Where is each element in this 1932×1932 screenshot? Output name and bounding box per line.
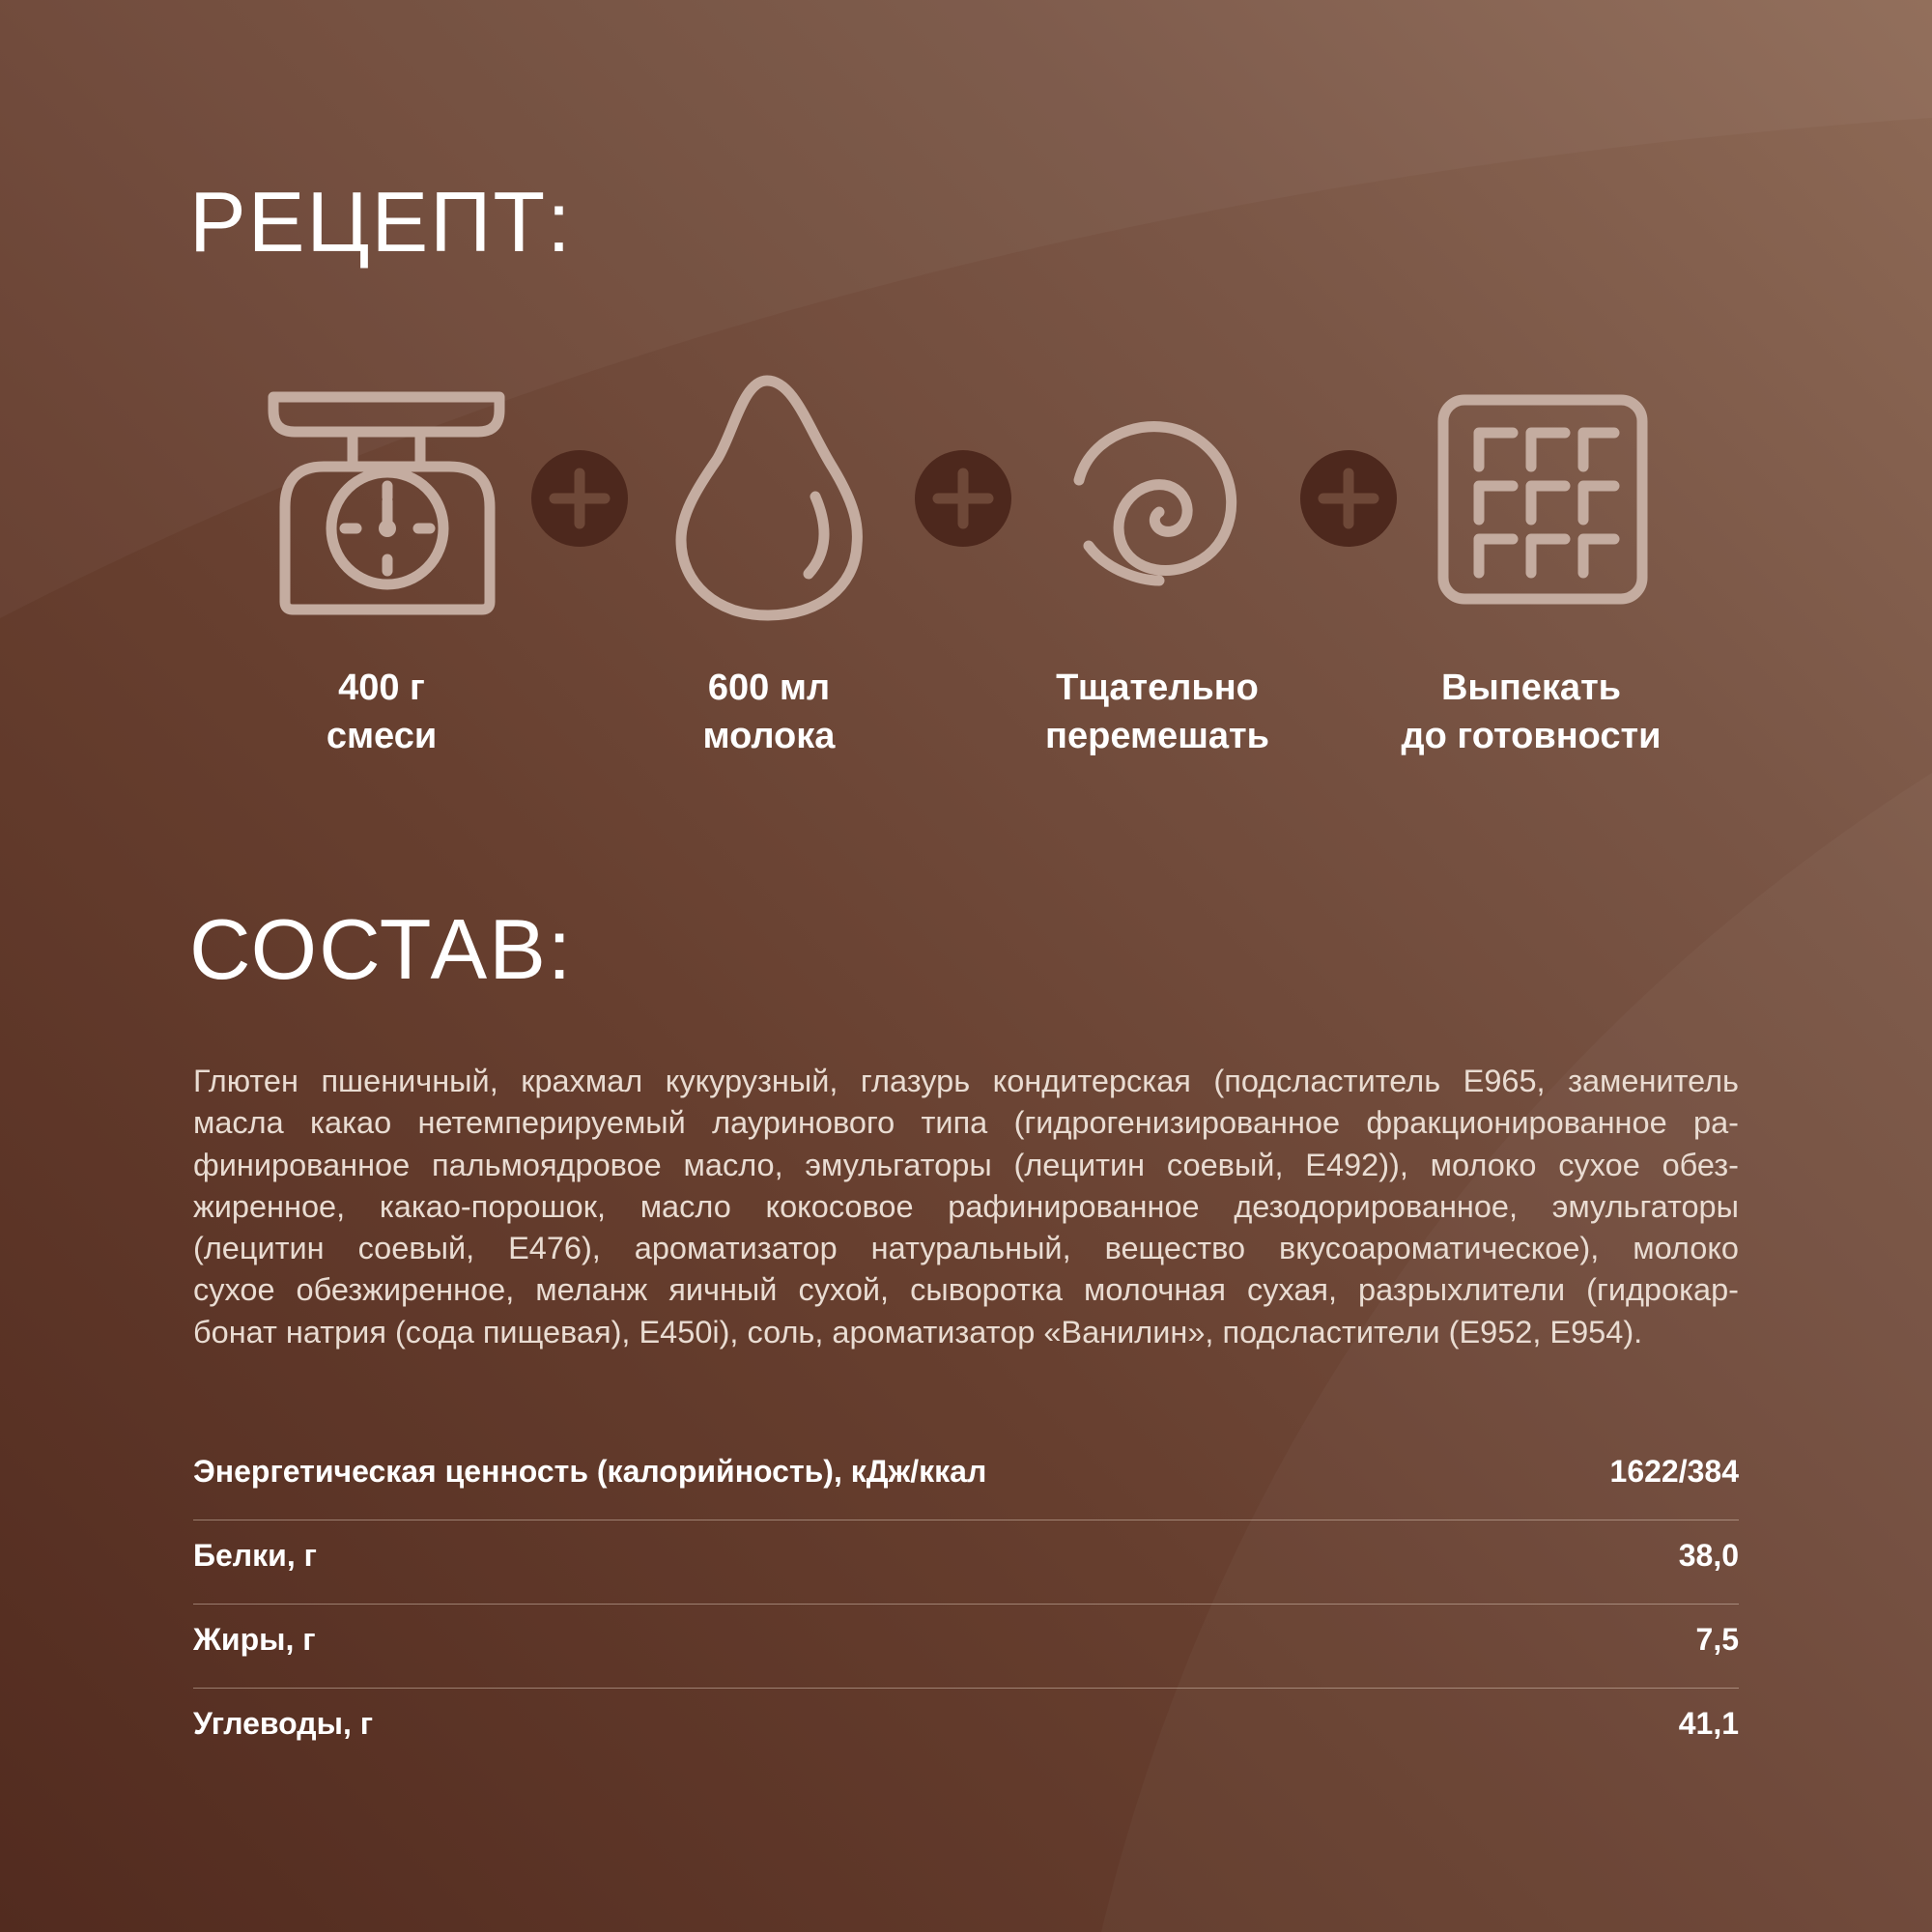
kitchen-scale-icon — [266, 389, 507, 616]
ingredients-text — [193, 1061, 1739, 1353]
composition-title: СОСТАВ: — [189, 901, 574, 997]
ingredients-line: Глютен пшеничный, крахмал кукурузный, глазурь кондитерская (подсластитель Е965, заменитель — [193, 1064, 1739, 1098]
step-amount: 400 г — [338, 668, 425, 708]
plus-icon — [529, 448, 630, 549]
step-label-stir — [964, 664, 1350, 760]
plus-icon — [913, 448, 1013, 549]
ingredients-line: сухое обезжиренное, меланж яичный сухой, сыворотка молочная сухая, разрыхлители (гидрокар- — [193, 1272, 1739, 1308]
nutrition-label: Энергетическая ценность (калорийность), кДж/ккал — [193, 1454, 987, 1489]
step-subject: перемешать — [1045, 716, 1269, 756]
nutrition-row-fat — [193, 1605, 1739, 1689]
ingredients-line: масла какао нетемперируемый лауринового типа (гидрогенизированное фракционированное ра- — [193, 1105, 1739, 1141]
step-label-milk — [576, 664, 962, 760]
spiral-icon — [1067, 411, 1241, 589]
nutrition-value: 41,1 — [1678, 1706, 1739, 1741]
step-subject: смеси — [326, 716, 438, 756]
waffle-icon — [1437, 394, 1648, 605]
nutrition-row-energy — [193, 1436, 1739, 1520]
ingredients-line: жиренное, какао-порошок, масло кокосовое рафинированное дезодорированное, эмульгаторы — [193, 1188, 1739, 1224]
recipe-title: РЕЦЕПТ: — [189, 174, 573, 270]
nutrition-label: Углеводы, г — [193, 1706, 374, 1741]
nutrition-label: Жиры, г — [193, 1622, 316, 1657]
nutrition-value: 38,0 — [1678, 1538, 1739, 1573]
ingredients-line: бонат натрия (сода пищевая), Е450i), соль, ароматизатор «Ванилин», подсластители (Е952, Е954). — [193, 1314, 1643, 1350]
step-label-bake — [1338, 664, 1724, 760]
step-label-mix — [188, 664, 575, 760]
nutrition-label: Белки, г — [193, 1538, 317, 1573]
nutrition-row-carbs — [193, 1689, 1739, 1773]
ingredients-line: (лецитин соевый, Е476), ароматизатор натуральный, вещество вкусоароматическое), молоко — [193, 1231, 1739, 1266]
step-action: Тщательно — [1056, 668, 1259, 708]
water-drop-icon — [673, 371, 867, 622]
nutrition-value: 1622/384 — [1609, 1454, 1739, 1489]
ingredients-line: финированное пальмоядровое масло, эмульгаторы (лецитин соевый, Е492)), молоко сухое обез- — [193, 1147, 1739, 1182]
step-amount: 600 мл — [707, 668, 831, 708]
step-subject: до готовности — [1401, 716, 1662, 756]
step-subject: молока — [702, 716, 836, 756]
nutrition-value: 7,5 — [1695, 1622, 1739, 1657]
step-action: Выпекать — [1440, 668, 1622, 708]
nutrition-row-protein — [193, 1520, 1739, 1605]
plus-icon — [1298, 448, 1399, 549]
nutrition-table — [193, 1436, 1739, 1773]
